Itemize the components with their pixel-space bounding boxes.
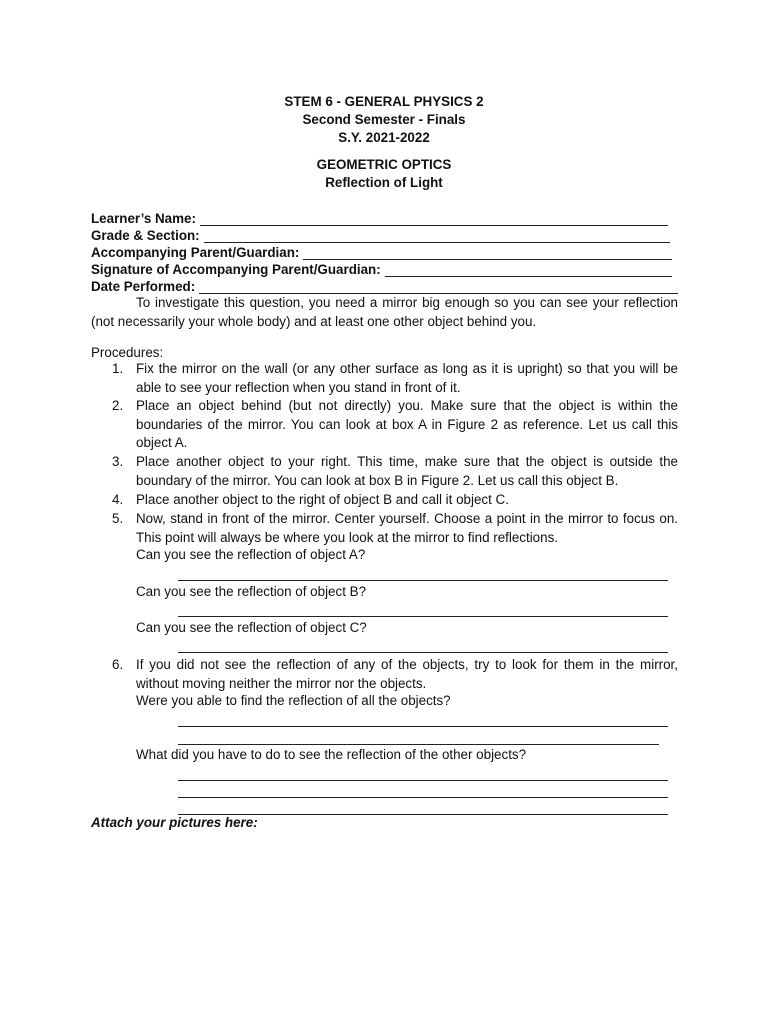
procedure-number: 4. (112, 492, 124, 507)
date-performed-line[interactable] (199, 280, 678, 294)
answer-line-what-2[interactable] (178, 797, 668, 798)
guardian-signature-line[interactable] (385, 263, 672, 277)
procedure-item-2 (112, 397, 678, 453)
worksheet-header (0, 93, 768, 147)
question-object-b: Can you see the reflection of object B? (136, 584, 367, 599)
subtopic-title: Reflection of Light (325, 175, 443, 190)
answer-line-object-a[interactable] (178, 580, 668, 581)
procedure-item-3 (112, 453, 678, 490)
guardian-field[interactable] (91, 243, 672, 260)
guardian-signature-label: Signature of Accompanying Parent/Guardian: (91, 262, 381, 277)
grade-section-field[interactable] (91, 226, 670, 243)
answer-line-all-2[interactable] (178, 744, 659, 745)
procedure-number: 5. (112, 511, 124, 526)
date-performed-label: Date Performed: (91, 279, 196, 294)
answer-line-object-c[interactable] (178, 652, 668, 653)
procedure-item-1 (112, 360, 678, 397)
attach-pictures-label: Attach your pictures here: (91, 815, 258, 830)
semester-label: Second Semester - Finals (302, 112, 466, 127)
learner-name-label: Learner’s Name: (91, 211, 196, 226)
procedure-text: If you did not see the reflection of any of the objects, try to look for them in the mirror, without moving neither the mirror nor the objects. (136, 657, 678, 691)
procedure-text: Place another object to the right of object B and call it object C. (136, 492, 509, 507)
grade-section-label: Grade & Section: (91, 228, 200, 243)
date-performed-field[interactable] (91, 277, 678, 294)
question-what-did-you-do: What did you have to do to see the reflection of the other objects? (136, 747, 527, 762)
procedure-text: Now, stand in front of the mirror. Center yourself. Choose a point in the mirror to focus on. This point will always be where you look at the mirror to find reflections. (136, 511, 678, 545)
procedure-number: 1. (112, 361, 124, 376)
procedure-number: 2. (112, 398, 124, 413)
question-object-a: Can you see the reflection of object A? (136, 547, 366, 562)
intro-paragraph: To investigate this question, you need a mirror big enough so you can see your reflection (not necessarily your whole body) and at least one other object behind you. (91, 295, 678, 329)
answer-line-object-b[interactable] (178, 616, 668, 617)
procedure-item-6 (112, 656, 678, 693)
procedure-number: 3. (112, 454, 124, 469)
grade-section-line[interactable] (204, 229, 670, 243)
school-year: S.Y. 2021-2022 (338, 130, 430, 145)
procedure-text: Fix the mirror on the wall (or any other surface as long as it is upright) so that you will be able to see your reflection when you stand in front of it. (136, 361, 678, 395)
guardian-signature-field[interactable] (91, 260, 672, 277)
answer-line-all-1[interactable] (178, 726, 668, 727)
question-object-c: Can you see the reflection of object C? (136, 620, 367, 635)
procedure-text: Place an object behind (but not directly) you. Make sure that the object is within the boundaries of the mirror. You can look at box A in Figure 2 as reference. Let us call this object A. (136, 398, 678, 450)
procedure-item-4 (112, 491, 678, 510)
question-all-objects: Were you able to find the reflection of all the objects? (136, 693, 451, 708)
guardian-line[interactable] (303, 246, 672, 260)
learner-name-line[interactable] (200, 212, 668, 226)
procedure-number: 6. (112, 657, 124, 672)
procedure-text: Place another object to your right. This time, make sure that the object is outside the boundary of the mirror. You can look at box B in Figure 2. Let us call this object B. (136, 454, 678, 488)
procedure-item-5 (112, 510, 678, 547)
course-title: STEM 6 - GENERAL PHYSICS 2 (284, 94, 484, 109)
guardian-label: Accompanying Parent/Guardian: (91, 245, 300, 260)
procedures-heading: Procedures: (91, 345, 164, 360)
topic-title: GEOMETRIC OPTICS (316, 157, 452, 172)
topic-header (0, 156, 768, 192)
learner-name-field[interactable] (91, 209, 668, 226)
answer-line-what-1[interactable] (178, 780, 668, 781)
